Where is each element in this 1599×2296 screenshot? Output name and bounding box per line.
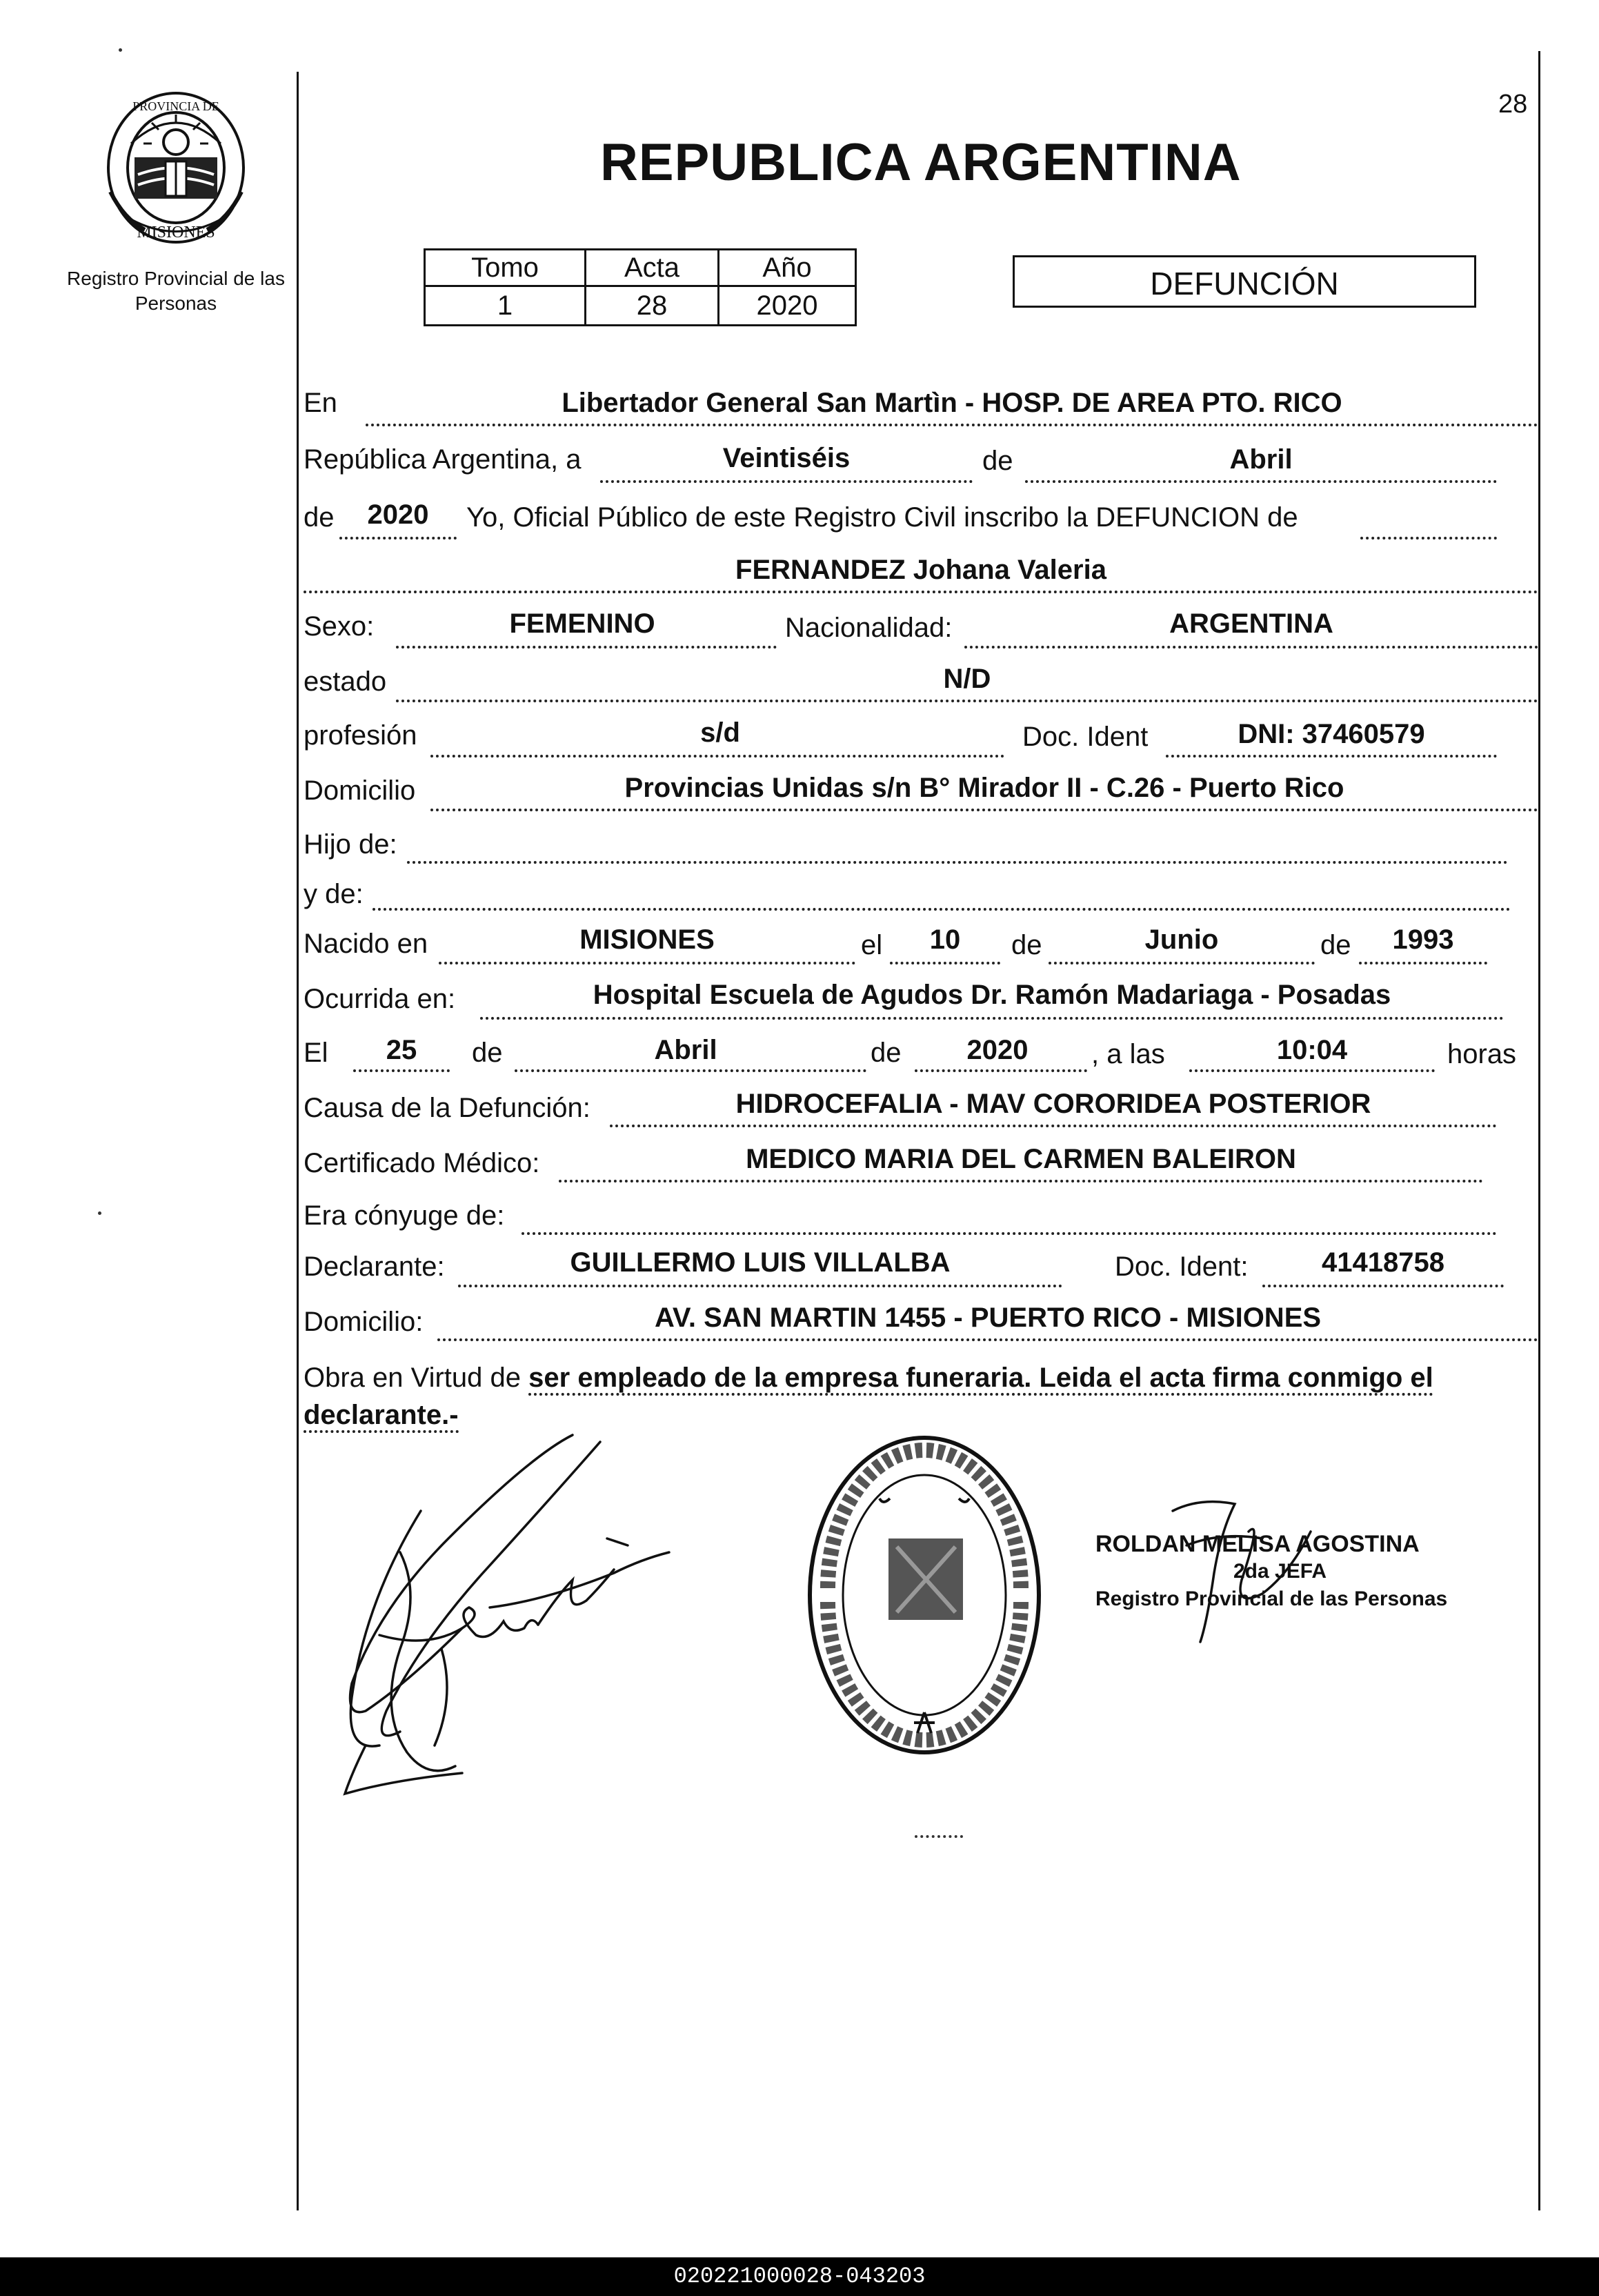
anio-header: Año: [719, 250, 856, 286]
dia-value: Veintiséis: [722, 443, 851, 473]
declarante-line: [458, 1285, 1062, 1287]
de-d2-label: de: [871, 1038, 902, 1068]
certificado-label: Certificado Médico:: [304, 1148, 540, 1178]
def-hora-value: 10:04: [1276, 1035, 1348, 1065]
decl-domicilio-line: [437, 1338, 1538, 1341]
dia-line: [600, 480, 973, 483]
nac-anio-value: 1993: [1392, 924, 1454, 955]
provincial-seal-icon: [103, 88, 248, 247]
dni-line: [1166, 755, 1497, 758]
nombre-line: [304, 591, 1538, 593]
y-de-line: [373, 908, 1511, 911]
nacionalidad-label: Nacionalidad:: [785, 613, 953, 643]
def-anio-line: [915, 1069, 1087, 1072]
declarant-signature-icon: [324, 1421, 724, 1808]
acta-header: Acta: [586, 250, 719, 286]
nac-dia-value: 10: [929, 924, 961, 955]
def-mes-line: [515, 1069, 866, 1072]
anio-line: [339, 537, 457, 540]
def-hora-line: [1189, 1069, 1435, 1072]
def-dia-value: 25: [386, 1035, 417, 1065]
nacido-en-value: MISIONES: [579, 924, 715, 955]
en-label: En: [304, 388, 337, 418]
officer-signature-block: [1095, 1530, 1447, 1613]
tomo-value: 1: [425, 286, 586, 326]
certificado-line: [559, 1180, 1483, 1182]
nac-mes-line: [1049, 962, 1315, 964]
domicilio-decl-label: Domicilio:: [304, 1307, 424, 1337]
registry-header-row: [425, 250, 856, 286]
profesion-value: s/d: [700, 718, 740, 748]
tomo-header: Tomo: [425, 250, 586, 286]
el-cap-label: El: [304, 1038, 328, 1068]
horas-label: horas: [1447, 1039, 1517, 1069]
declarante-value: GUILLERMO LUIS VILLALBA: [570, 1247, 951, 1278]
closing-prefix: Obra en Virtud de: [304, 1363, 522, 1393]
domicilio-label: Domicilio: [304, 775, 416, 806]
decl-dni-value: 41418758: [1322, 1247, 1444, 1278]
estado-line: [396, 700, 1538, 702]
nacido-en-line: [439, 962, 855, 964]
decl-dni-line: [1262, 1285, 1504, 1287]
de-b1-label: de: [1011, 930, 1042, 960]
causa-line: [610, 1125, 1497, 1127]
de-d1-label: de: [472, 1038, 503, 1068]
doc-ident-decl-label: Doc. Ident:: [1115, 1251, 1249, 1282]
nacionalidad-line: [964, 646, 1538, 649]
svg-text:PROVINCIA DE: PROVINCIA DE: [132, 99, 219, 113]
nacido-en-label: Nacido en: [304, 929, 428, 959]
ocurrida-en-label: Ocurrida en:: [304, 984, 456, 1014]
causa-value: HIDROCEFALIA - MAV CORORIDEA POSTERIOR: [735, 1089, 1371, 1119]
speck-mark: [98, 1211, 101, 1215]
officer-office: Registro Provincial de las Personas: [1095, 1587, 1448, 1610]
mes-value: Abril: [1229, 444, 1293, 475]
nac-anio-line: [1359, 962, 1487, 964]
lugar-line: [366, 424, 1538, 426]
registry-table: [424, 248, 857, 326]
lugar-value: Libertador General San Martìn - HOSP. DE AREA PTO. RICO: [562, 388, 1342, 418]
sexo-label: Sexo:: [304, 611, 375, 642]
svg-text:MISIONES: MISIONES: [137, 224, 215, 241]
dni-value: DNI: 37460579: [1238, 719, 1425, 749]
republica-label: República Argentina, a: [304, 444, 582, 475]
nombre-value: FERNANDEZ Johana Valeria: [735, 555, 1106, 585]
de2-label: de: [304, 502, 335, 533]
declarante-label: Declarante:: [304, 1251, 445, 1282]
closing-text: ser empleado de la empresa funeraria. Leida el acta firma conmigo el declarante.-: [304, 1363, 1433, 1433]
left-margin-line: [297, 72, 299, 2210]
anio-value: 2020: [367, 499, 429, 530]
country-title: REPUBLICA ARGENTINA: [600, 133, 1242, 192]
domicilio-value: Provincias Unidas s/n B° Mirador II - C.26 - Puerto Rico: [624, 773, 1344, 803]
conyuge-line: [522, 1232, 1497, 1235]
estado-value: N/D: [943, 664, 991, 694]
sexo-line: [396, 646, 777, 649]
conyuge-label: Era cónyuge de:: [304, 1200, 505, 1231]
decl-domicilio-value: AV. SAN MARTIN 1455 - PUERTO RICO - MISIONES: [654, 1303, 1322, 1333]
small-mark: [915, 1835, 963, 1838]
sexo-value: FEMENINO: [509, 608, 655, 639]
page-number: 28: [1498, 90, 1528, 119]
a-las-label: , a las: [1091, 1039, 1165, 1069]
ocurrida-en-line: [480, 1017, 1504, 1020]
footer-code: 020221000028-043203: [0, 2257, 1599, 2296]
nac-mes-value: Junio: [1144, 924, 1219, 955]
y-de-label: y de:: [304, 879, 364, 909]
domicilio-line: [430, 809, 1538, 811]
document-type-box: DEFUNCIÓN: [1013, 255, 1476, 308]
nac-dia-line: [890, 962, 1000, 964]
profesion-label: profesión: [304, 720, 417, 751]
hijo-de-label: Hijo de:: [304, 829, 397, 860]
causa-label: Causa de la Defunción:: [304, 1093, 590, 1123]
de-b2-label: de: [1320, 930, 1351, 960]
hijo-de-line: [407, 861, 1508, 864]
el-label: el: [861, 930, 883, 960]
officer-name: ROLDAN MELISA AGOSTINA: [1095, 1531, 1420, 1557]
ocurrida-en-value: Hospital Escuela de Agudos Dr. Ramón Madariaga - Posadas: [593, 980, 1391, 1010]
yo-tail-line: [1360, 537, 1497, 540]
acta-value: 28: [586, 286, 719, 326]
def-mes-value: Abril: [654, 1035, 717, 1065]
certificado-value: MEDICO MARIA DEL CARMEN BALEIRON: [746, 1144, 1296, 1174]
def-dia-line: [353, 1069, 450, 1072]
yo-text: Yo, Oficial Público de este Registro Civil inscribo la DEFUNCION de: [466, 502, 1298, 533]
anio-value: 2020: [719, 286, 856, 326]
estado-label: estado: [304, 666, 387, 697]
nacionalidad-value: ARGENTINA: [1169, 608, 1333, 639]
profesion-line: [430, 755, 1004, 758]
speck-mark: [119, 48, 122, 52]
registry-caption: Registro Provincial de las Personas: [67, 268, 285, 314]
def-anio-value: 2020: [966, 1035, 1029, 1065]
registry-value-row: [425, 286, 856, 326]
registry-stamp-icon: [800, 1429, 1049, 1761]
de-label: de: [982, 446, 1013, 476]
mes-line: [1025, 480, 1497, 483]
officer-role: 2da JEFA: [1233, 1560, 1327, 1583]
right-margin-line: [1538, 51, 1540, 2210]
doc-ident-label: Doc. Ident: [1022, 722, 1149, 752]
